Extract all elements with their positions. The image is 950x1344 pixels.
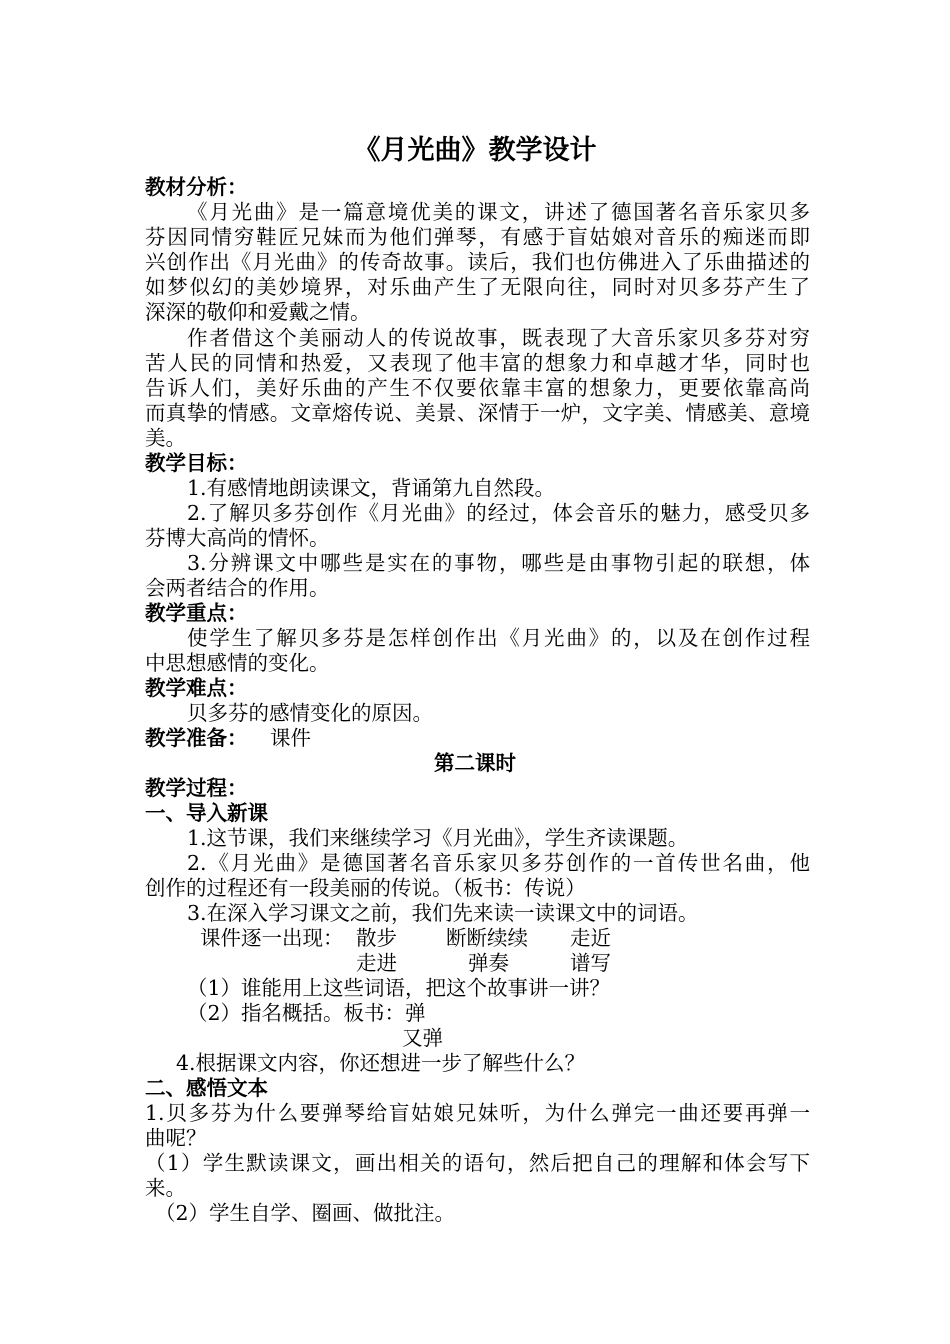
analysis-p1-line: 深深的敬仰和爱戴之情。 xyxy=(145,300,371,324)
analysis-p1-line: 兴创作出《月光曲》的传奇故事。读后，我们也仿佛进入了乐曲描述的 xyxy=(145,250,810,274)
step-item-cont: 创作的过程还有一段美丽的传说。（板书：传说） xyxy=(145,876,586,900)
question-item: （1）谁能用上这些词语，把这个故事讲一讲？ xyxy=(187,976,611,1000)
word: 谱写 xyxy=(570,951,611,975)
analysis-p2-line: 作者借这个美丽动人的传说故事，既表现了大音乐家贝多芬对穷 xyxy=(187,326,810,350)
word: 走进 xyxy=(356,951,397,975)
question-item: （2）指名概括。板书：弹 xyxy=(187,1001,426,1025)
section-text: 1.贝多芬为什么要弹琴给盲姑娘兄妹听，为什么弹完一曲还要再弹一 xyxy=(145,1101,810,1125)
analysis-p2-line: 而真挚的情感。文章熔传说、美景、深情于一炉，文字美、情感美、意境 xyxy=(145,401,810,425)
goal-item: 3.分辨课文中哪些是实在的事物，哪些是由事物引起的联想，体 xyxy=(187,551,810,575)
word: 断断续续 xyxy=(446,926,528,950)
word: 散步 xyxy=(356,926,397,950)
step-item: 3.在深入学习课文之前，我们先来读一读课文中的词语。 xyxy=(187,901,699,925)
section-heading: 二、感悟文本 xyxy=(145,1076,268,1100)
prep-heading: 教学准备： xyxy=(145,726,248,750)
analysis-p2-line: 美。 xyxy=(145,426,186,450)
analysis-heading: 教材分析： xyxy=(145,175,248,199)
word: 弹奏 xyxy=(468,951,509,975)
step-item: 2.《月光曲》是德国著名音乐家贝多芬创作的一首传世名曲，他 xyxy=(187,851,810,875)
document-title: 《月光曲》教学设计 xyxy=(353,135,597,166)
difficulty-heading: 教学难点： xyxy=(145,676,248,700)
process-heading: 教学过程： xyxy=(145,776,248,800)
section-text-cont: 曲呢？ xyxy=(145,1126,207,1150)
analysis-p1-line: 芬因同情穷鞋匠兄妹而为他们弹琴，有感于盲姑娘对音乐的痴迷而即 xyxy=(145,225,810,249)
session-title: 第二课时 xyxy=(434,751,516,775)
key-text-cont: 中思想感情的变化。 xyxy=(145,651,330,675)
goal-item-cont: 会两者结合的作用。 xyxy=(145,576,330,600)
words-label: 课件逐一出现： xyxy=(200,926,344,950)
section-text: （1）学生默读课文，画出相关的语句，然后把自己的理解和体会写下 xyxy=(145,1151,810,1175)
analysis-p1-line: 如梦似幻的美妙境界，对乐曲产生了无限向往，同时对贝多芬产生了 xyxy=(145,275,810,299)
step-item: 4.根据课文内容，你还想进一步了解些什么？ xyxy=(176,1051,586,1075)
step-item: 1.这节课，我们来继续学习《月光曲》，学生齐读课题。 xyxy=(187,826,689,850)
analysis-p2-line: 苦人民的同情和热爱，又表现了他丰富的想象力和卓越才华，同时也 xyxy=(145,351,810,375)
analysis-p1-line: 《月光曲》是一篇意境优美的课文，讲述了德国著名音乐家贝多 xyxy=(187,200,810,224)
word: 走近 xyxy=(570,926,611,950)
prep-value: 课件 xyxy=(270,726,311,750)
goal-item-cont: 芬博大高尚的情怀。 xyxy=(145,526,330,550)
goal-item: 1.有感情地朗读课文，背诵第九自然段。 xyxy=(187,476,556,500)
key-heading: 教学重点： xyxy=(145,601,248,625)
analysis-p2-line: 告诉人们，美好乐曲的产生不仅要依靠丰富的想象力，更要依靠高尚 xyxy=(145,376,810,400)
difficulty-text: 贝多芬的感情变化的原因。 xyxy=(187,701,433,725)
section-heading: 一、导入新课 xyxy=(145,801,268,825)
board-note: 又弹 xyxy=(402,1026,443,1050)
key-text: 使学生了解贝多芬是怎样创作出《月光曲》的，以及在创作过程 xyxy=(187,626,810,650)
goals-heading: 教学目标： xyxy=(145,451,248,475)
goal-item: 2.了解贝多芬创作《月光曲》的经过，体会音乐的魅力，感受贝多 xyxy=(187,501,810,525)
section-text-cont: 来。 xyxy=(145,1176,186,1200)
section-text: （2）学生自学、圈画、做批注。 xyxy=(155,1201,456,1225)
